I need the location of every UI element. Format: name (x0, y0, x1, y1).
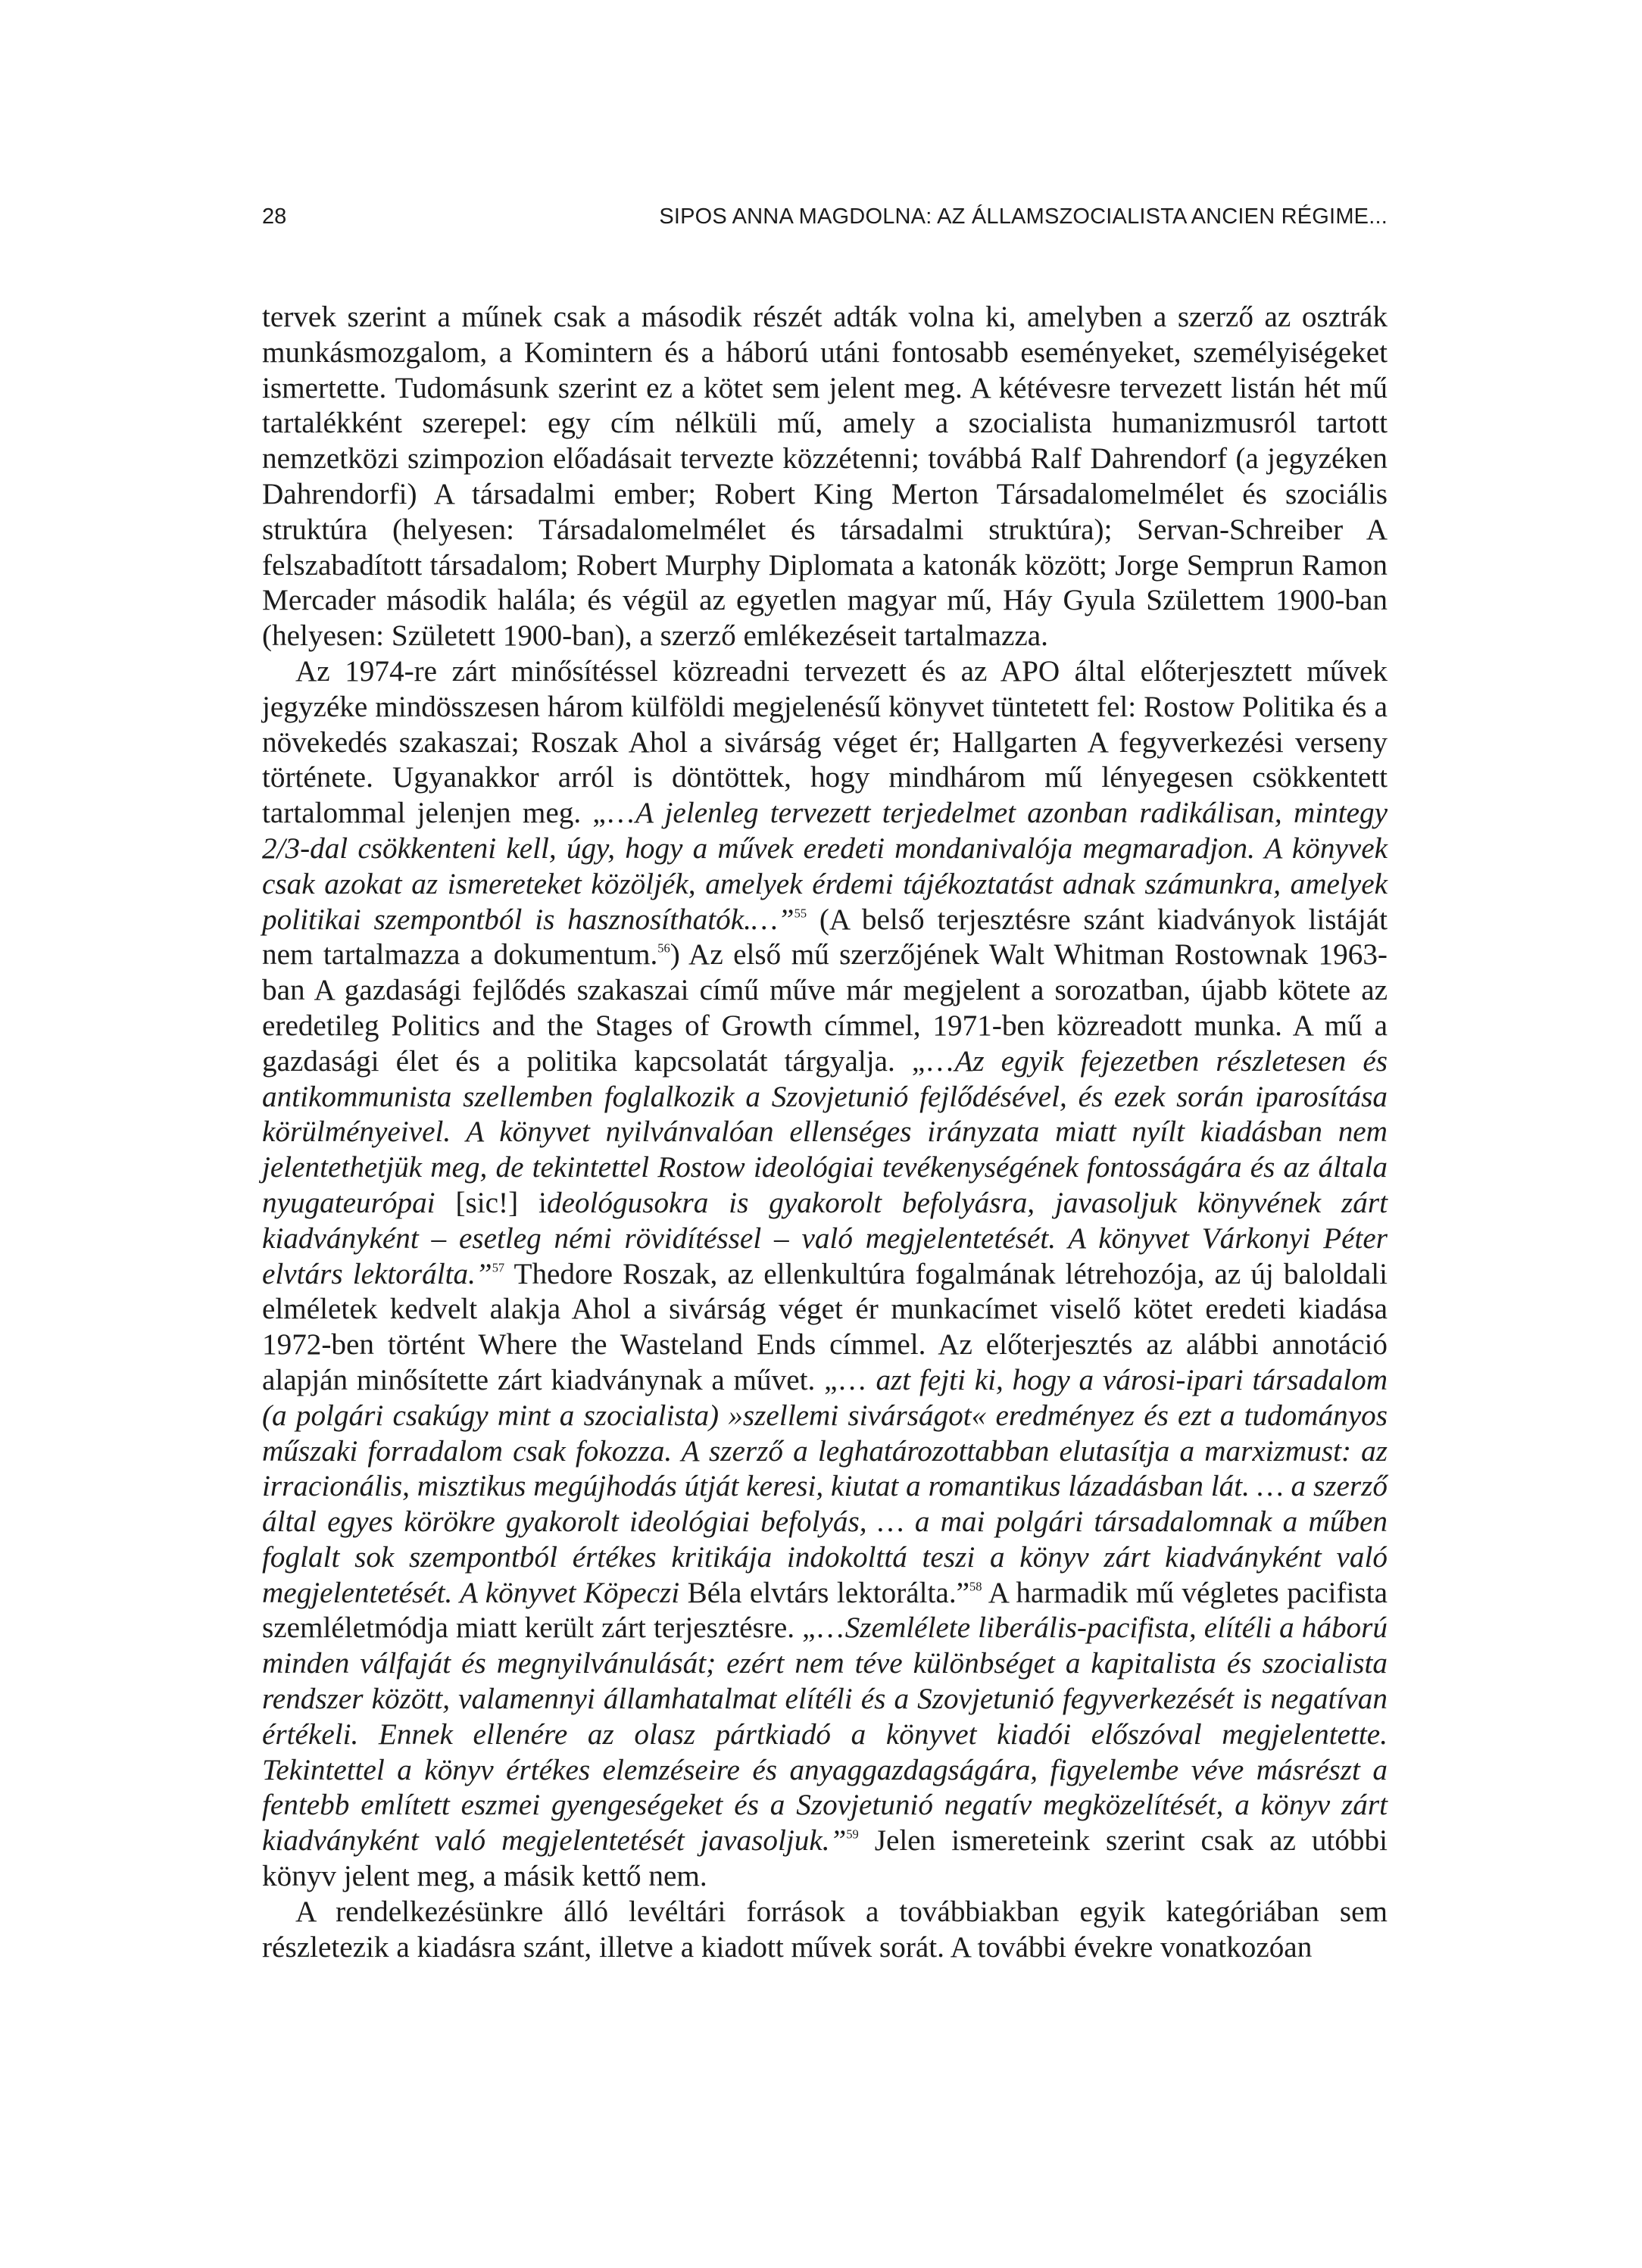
text-run: tervek szerint a műnek csak a második részét adták volna ki, amelyben a szerző az osztrák munkásmozgalom, a Komintern és a háború utáni fontosabb eseményeket, személyiségeket ismertette. Tudomásunk szerint ez a kötet sem jelent meg. A kétévesre tervezett listán hét mű tartalékként szerepel: egy cím nélküli mű, amely a szocialista humanizmusról tartott nemzetközi szimpozion előadásait tervezte közzétenni; továbbá Ralf Dahrendorf (a jegyzéken Dahrendorfi) A társadalmi ember; Robert King Merton Társadalomelmélet és szociális struktúra (helyesen: Társadalomelmélet és társadalmi struktúra); Servan-Schreiber A felszabadított társadalom; Robert Murphy Diplomata a katonák között; Jorge Semprun Ramon Mercader második halála; és végül az egyetlen magyar mű, Háy Gyula Születtem 1900-ban (helyesen: Született 1900-ban), a szerző emlékezéseit tartalmazza. (262, 301, 1388, 653)
text-run: A rendelkezésünkre álló levéltári források a továbbiakban egyik kategóriában sem részletezik a kiadásra szánt, illetve a kiadott művek sorát. A további évekre vonatkozóan (262, 1895, 1388, 1964)
text-run: Az 1974-re zárt minősítéssel közreadni tervezett és az APO által előterjesztett művek jegyzéke mindösszesen három külföldi megjelenésű könyvet tüntetett fel: Rostow Politika és a növekedés szakaszai; Roszak Ahol a sivárság véget ér; Hallgarten A fegyverkezési verseny története. Ugyanakkor arról is döntöttek, hogy mindhárom mű lényegesen csökkentett tartalommal jelenjen meg. „… (262, 654, 1388, 830)
quotation-italic: azt fejti ki, hogy a városi-ipari társadalom (a polgári csakúgy mint a szocialista) »szellemi sivárságot« eredményez és ezt a tudományos műszaki forradalom csak fokozza. A szerző a leghatározottabban elutasítja a marxizmust: az irracionális, misztikus megújhodás útját keresi, kiutat a romantikus lázadásban lát. … a szerző által egyes körökre gyakorolt ideológiai befolyás, … a mai polgári társadalomnak a műben foglalt sok szempontból értékes kritikája indokolttá teszi a könyv zárt kiadványként való megjelentetését. A könyvet Köpeczi (262, 1363, 1388, 1609)
text-run: ) Az első mű szerzőjének Walt Whitman Rostownak 1963-ban A gazdasági fejlődés szakaszai című műve már megjelent a sorozatban, újabb kötete az eredetileg Politics and the Stages of Growth címmel, 1971-ben közreadott munka. A mű a gazdasági élet és a politika kapcsolatát tárgyalja. „… (262, 938, 1388, 1078)
paragraph-1 (262, 300, 1388, 654)
paragraph-2 (262, 654, 1388, 1895)
text-run: [sic!] i (455, 1186, 547, 1219)
quotation-italic: A jelenleg tervezett terjedelmet azonban radikálisan, mintegy 2/3-dal csökkenteni kell, úgy, hogy a művek eredeti mondanivalója megmaradjon. A könyvek csak azokat az ismereteket közöljék, amelyek érdemi tájékoztatást adnak számunkra, amelyek politikai szempontból is hasznosíthatók.…” (262, 797, 1388, 936)
text-run: A harmadik mű végletes pacifista szemléletmódja miatt került zárt terjesztésre. „… (262, 1576, 1388, 1645)
text-run: Béla elvtárs lektorálta.” (687, 1576, 970, 1609)
paragraph-3 (262, 1895, 1388, 1966)
text-run: Thedore Roszak, az ellenkultúra fogalmának létrehozója, az új baloldali elméletek kedvelt alakja Ahol a sivárság véget ér munkacímet viselő kötet eredeti kiadása 1972-ben történt Where the Wasteland Ends címmel. Az előterjesztés az alábbi annotáció alapján minősítette zárt kiadványnak a művet. „… (262, 1257, 1388, 1396)
footnote-ref-58: 58 (969, 1579, 982, 1594)
quotation-italic: deológusokra is gyakorolt befolyásra, javasoljuk könyvének zárt kiadványként – esetleg némi rövidítéssel – való megjelentetését. A könyvet Várkonyi Péter elvtárs lektorálta.” (262, 1186, 1388, 1290)
footnote-ref-59: 59 (846, 1827, 859, 1842)
quotation-italic: Szemlélete liberális-pacifista, elítéli a háború minden válfaját és megnyilvánulását; ezért nem téve különbséget a kapitalista és szocialista rendszer között, valamennyi államhatalmat elítéli és a Szovjetunió fegyverkezését is negatívan értékeli. Ennek ellenére az olasz pártkiadó a könyvet kiadói előszóval megjelentette. Tekintettel a könyv értékes elemzéseire és anyaggazdagságára, figyelembe véve másrészt a fentebb említett eszmei gyengeségeket és a Szovjetunió negatív megközelítését, a könyv zárt kiadványként való megjelentetését javasoljuk.” (262, 1611, 1388, 1858)
quotation-italic: Az egyik fejezetben részletesen és antikommunista szellemben foglalkozik a Szovjetunió fejlődésével, és ezek során iparosítása körülményeivel. A könyvet nyilvánvalóan ellenséges irányzata miatt nyílt kiadásban nem jelentethetjük meg, de tekintettel Rostow ideológiai tevékenységének fontosságára és az általa nyugateurópai (262, 1044, 1388, 1219)
text-run: (A belső terjesztésre szánt kiadványok listáját nem tartalmazza a dokumentum. (262, 903, 1388, 972)
footnote-ref-55: 55 (794, 905, 807, 920)
running-header (262, 204, 1388, 238)
text-run: Jelen ismereteink szerint csak az utóbbi könyv jelent meg, a másik kettő nem. (262, 1824, 1388, 1893)
page-number: 28 (262, 204, 287, 229)
footnote-ref-57: 57 (492, 1259, 505, 1274)
footnote-ref-56: 56 (657, 941, 670, 956)
body-text (262, 300, 1388, 1965)
running-title: SIPOS ANNA MAGDOLNA: AZ ÁLLAMSZOCIALISTA ANCIEN RÉGIME... (659, 204, 1388, 229)
